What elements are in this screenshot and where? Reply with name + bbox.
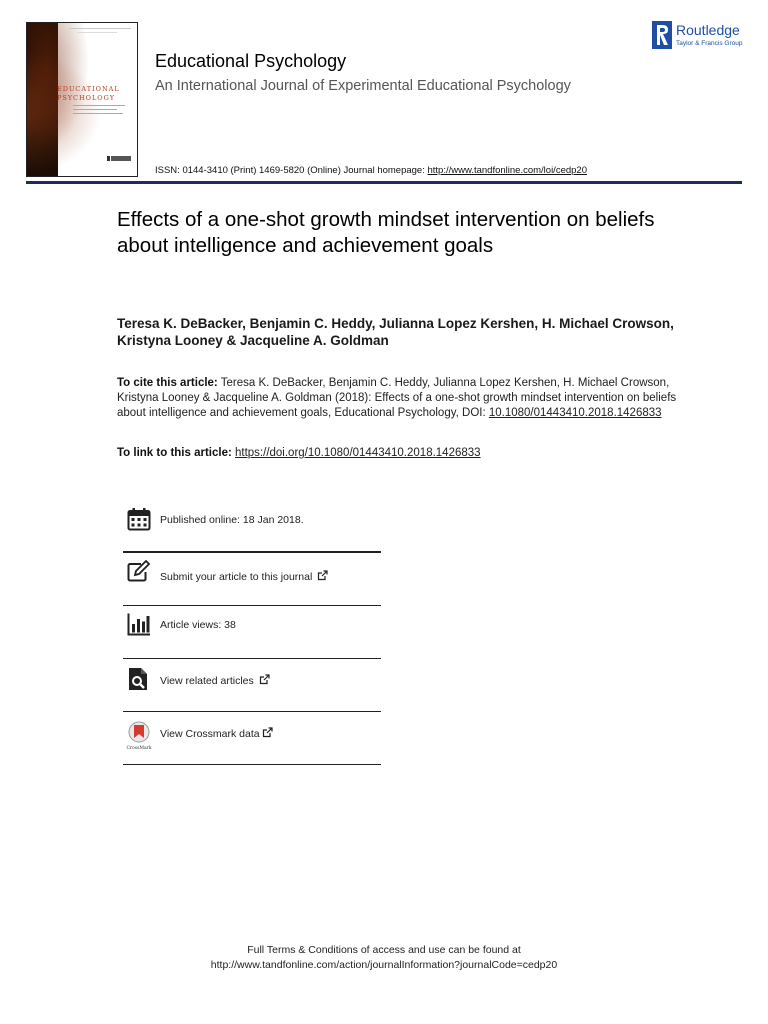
calendar-icon bbox=[127, 507, 151, 531]
crossmark-icon bbox=[125, 721, 153, 751]
crossmark-label bbox=[160, 727, 273, 740]
cover-text-line bbox=[73, 113, 123, 114]
cover-decoration-line bbox=[69, 28, 131, 29]
related-articles-text: View related articles bbox=[160, 675, 254, 687]
article-title: Effects of a one-shot growth mindset intervention on beliefs about intelligence and achievement goals bbox=[117, 208, 655, 257]
cover-text-line bbox=[73, 109, 117, 110]
footer bbox=[0, 943, 768, 973]
document-search-icon bbox=[127, 667, 151, 691]
publisher-logo bbox=[652, 21, 752, 51]
article-link-label: To link to this article: bbox=[117, 447, 235, 459]
external-link-icon bbox=[317, 570, 328, 581]
cover-title-line-2: PSYCHOLOGY bbox=[57, 94, 115, 102]
citation-doi-link[interactable]: 10.1080/01443410.2018.1426833 bbox=[488, 407, 662, 419]
journal-cover-image bbox=[26, 22, 138, 177]
publisher-tagline: Taylor & Francis Group bbox=[676, 40, 743, 47]
publisher-name: Routledge bbox=[676, 22, 740, 38]
edit-icon bbox=[127, 560, 151, 584]
article-views-row bbox=[123, 606, 381, 658]
published-date-text: Published online: 18 Jan 2018. bbox=[160, 514, 304, 526]
related-articles-label bbox=[160, 674, 270, 687]
related-articles-link[interactable] bbox=[123, 659, 381, 711]
routledge-r-icon bbox=[652, 21, 672, 49]
header-divider bbox=[26, 181, 742, 184]
article-doi-url[interactable]: https://doi.org/10.1080/01443410.2018.1426833 bbox=[235, 447, 481, 459]
issn-line bbox=[155, 165, 587, 176]
cover-title-line-1: EDUCATIONAL bbox=[57, 85, 120, 93]
crossmark-text: View Crossmark data bbox=[160, 728, 260, 740]
crossmark-logo-text: CrossMark bbox=[126, 746, 152, 751]
external-link-icon bbox=[262, 727, 273, 738]
journal-subtitle: An International Journal of Experimental Educational Psychology bbox=[155, 78, 571, 94]
article-link-block bbox=[117, 446, 677, 461]
divider bbox=[123, 764, 381, 765]
citation-text: Teresa K. DeBacker, Benjamin C. Heddy, Julianna Lopez Kershen, H. Michael Crowson, Kristyna Looney & Jacqueline A. Goldman (2018): Effects of a one-shot growth mindset intervention on beliefs about intelligence and achievement goals, Educational Psychology, DOI: bbox=[117, 377, 677, 419]
cover-decoration-line bbox=[77, 32, 117, 33]
submit-article-label bbox=[160, 570, 328, 583]
journal-homepage-link[interactable]: http://www.tandfonline.com/loi/cedp20 bbox=[427, 165, 587, 176]
article-views-text: Article views: 38 bbox=[160, 619, 236, 631]
cover-publisher-mark bbox=[107, 156, 110, 161]
footer-terms-text: Full Terms & Conditions of access and use can be found at bbox=[247, 944, 521, 956]
submit-article-link[interactable] bbox=[123, 552, 381, 604]
issn-text: ISSN: 0144-3410 (Print) 1469-5820 (Online) Journal homepage: bbox=[155, 165, 428, 176]
journal-title: Educational Psychology bbox=[155, 51, 347, 71]
citation-block bbox=[117, 376, 677, 421]
external-link-icon bbox=[259, 674, 270, 685]
crossmark-link[interactable] bbox=[123, 712, 381, 764]
submit-article-text: Submit your article to this journal bbox=[160, 571, 313, 583]
citation-label: To cite this article: bbox=[117, 377, 218, 389]
cover-publisher-logo bbox=[111, 156, 131, 161]
cover-text-line bbox=[73, 105, 125, 106]
published-row bbox=[123, 495, 381, 547]
bar-chart-icon bbox=[127, 612, 151, 636]
article-authors: Teresa K. DeBacker, Benjamin C. Heddy, Julianna Lopez Kershen, H. Michael Crowson, Kristyna Looney & Jacqueline A. Goldman bbox=[117, 316, 674, 348]
footer-terms-url[interactable]: http://www.tandfonline.com/action/journalInformation?journalCode=cedp20 bbox=[210, 959, 558, 971]
